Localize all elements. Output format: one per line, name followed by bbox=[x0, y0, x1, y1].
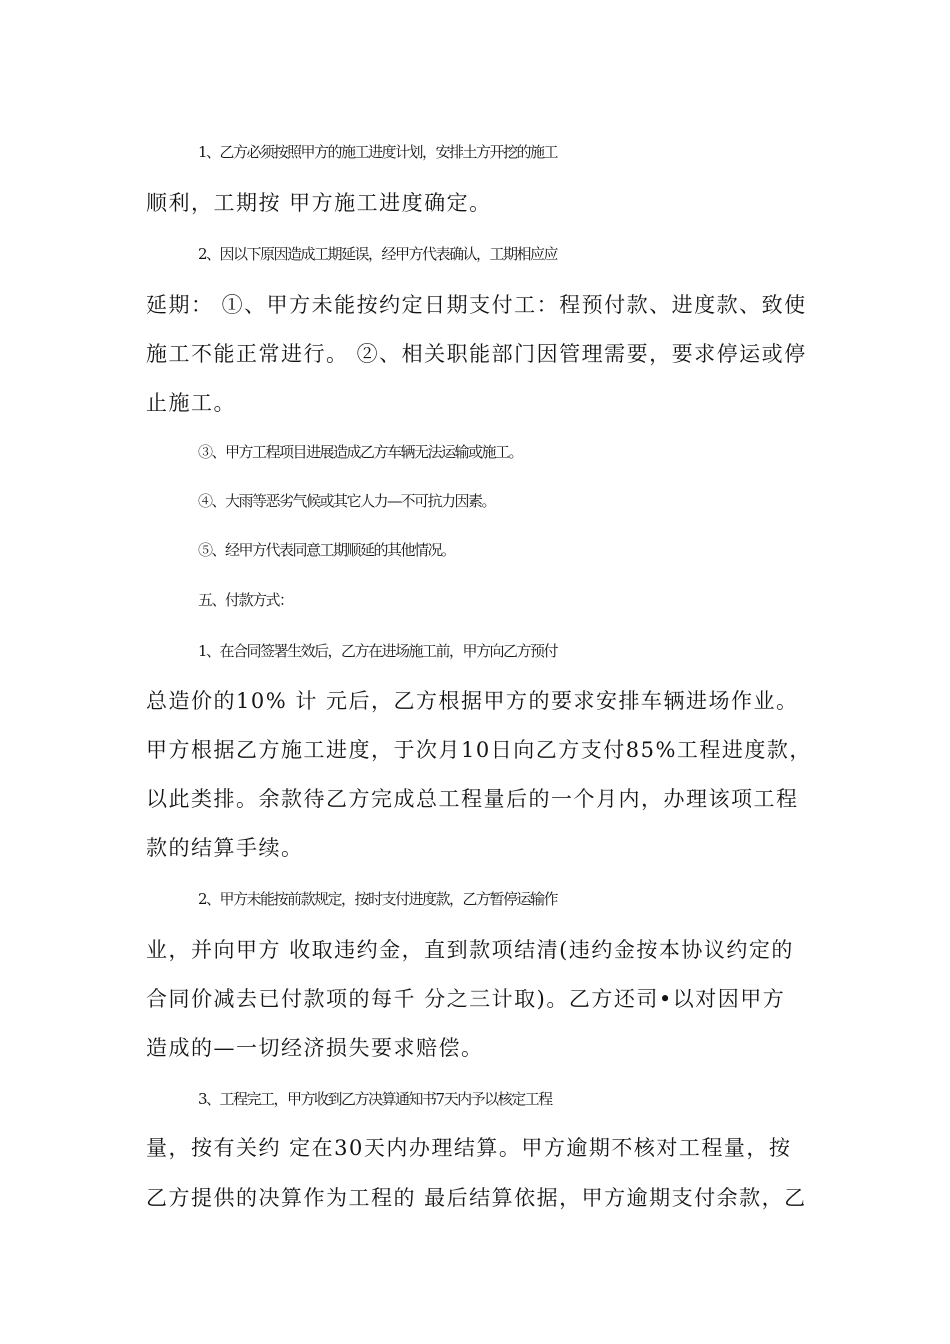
text-line: 业，并向甲方 收取违约金，直到款项结清(违约金按本协议约定的 bbox=[146, 938, 794, 962]
text-line: ⑤、经甲方代表同意工期顺延的其他情况。 bbox=[198, 541, 455, 559]
text-line: ③、甲方工程项目进展造成乙方车辆无法运输或施工。 bbox=[198, 443, 523, 461]
text-line: ④、大雨等恶劣气候或其它人力—不可抗力因素。 bbox=[198, 492, 496, 510]
text-line: 3、工程完工，甲方收到乙方决算通知书7天内予以核定工程 bbox=[198, 1090, 552, 1108]
text-line: 乙方提供的决算作为工程的 最后结算依据，甲方逾期支付余款，乙 bbox=[146, 1186, 807, 1210]
text-line: 总造价的10% 计 元后，乙方根据甲方的要求安排车辆进场作业。 bbox=[146, 689, 799, 713]
text-line: 止施工。 bbox=[146, 391, 236, 415]
text-line: 款的结算手续。 bbox=[146, 836, 304, 860]
text-line: 2、因以下原因造成工期延误，经甲方代表确认，工期相应应 bbox=[198, 245, 558, 263]
text-line: 顺利，工期按 甲方施工进度确定。 bbox=[146, 191, 492, 215]
text-line: 造成的—一切经济损失要求赔偿。 bbox=[146, 1036, 484, 1060]
text-line: 2、甲方未能按前款规定，按时支付进度款，乙方暂停运输作 bbox=[198, 890, 558, 908]
section-heading: 五、付款方式： bbox=[198, 591, 293, 609]
text-line: 施工不能正常进行。 ②、相关职能部门因管理需要，要求停运或停 bbox=[146, 342, 807, 366]
text-line: 1、乙方必须按照甲方的施工进度计划，安排土方开挖的施工 bbox=[198, 143, 558, 161]
text-line: 甲方根据乙方施工进度，于次月10日向乙方支付85%工程进度款， bbox=[146, 738, 812, 762]
text-line: 合同价减去已付款项的每千 分之三计取)。乙方还司•以对因甲方 bbox=[146, 987, 786, 1011]
text-line: 1、在合同签署生效后，乙方在进场施工前，甲方向乙方预付 bbox=[198, 642, 558, 660]
text-line: 以此类排。余款待乙方完成总工程量后的一个月内，办理该项工程 bbox=[146, 787, 799, 811]
text-line: 量，按有关约 定在30天内办理结算。甲方逾期不核对工程量，按 bbox=[146, 1136, 792, 1160]
text-line: 延期： ①、甲方未能按约定日期支付工：程预付款、进度款、致使 bbox=[146, 293, 807, 317]
